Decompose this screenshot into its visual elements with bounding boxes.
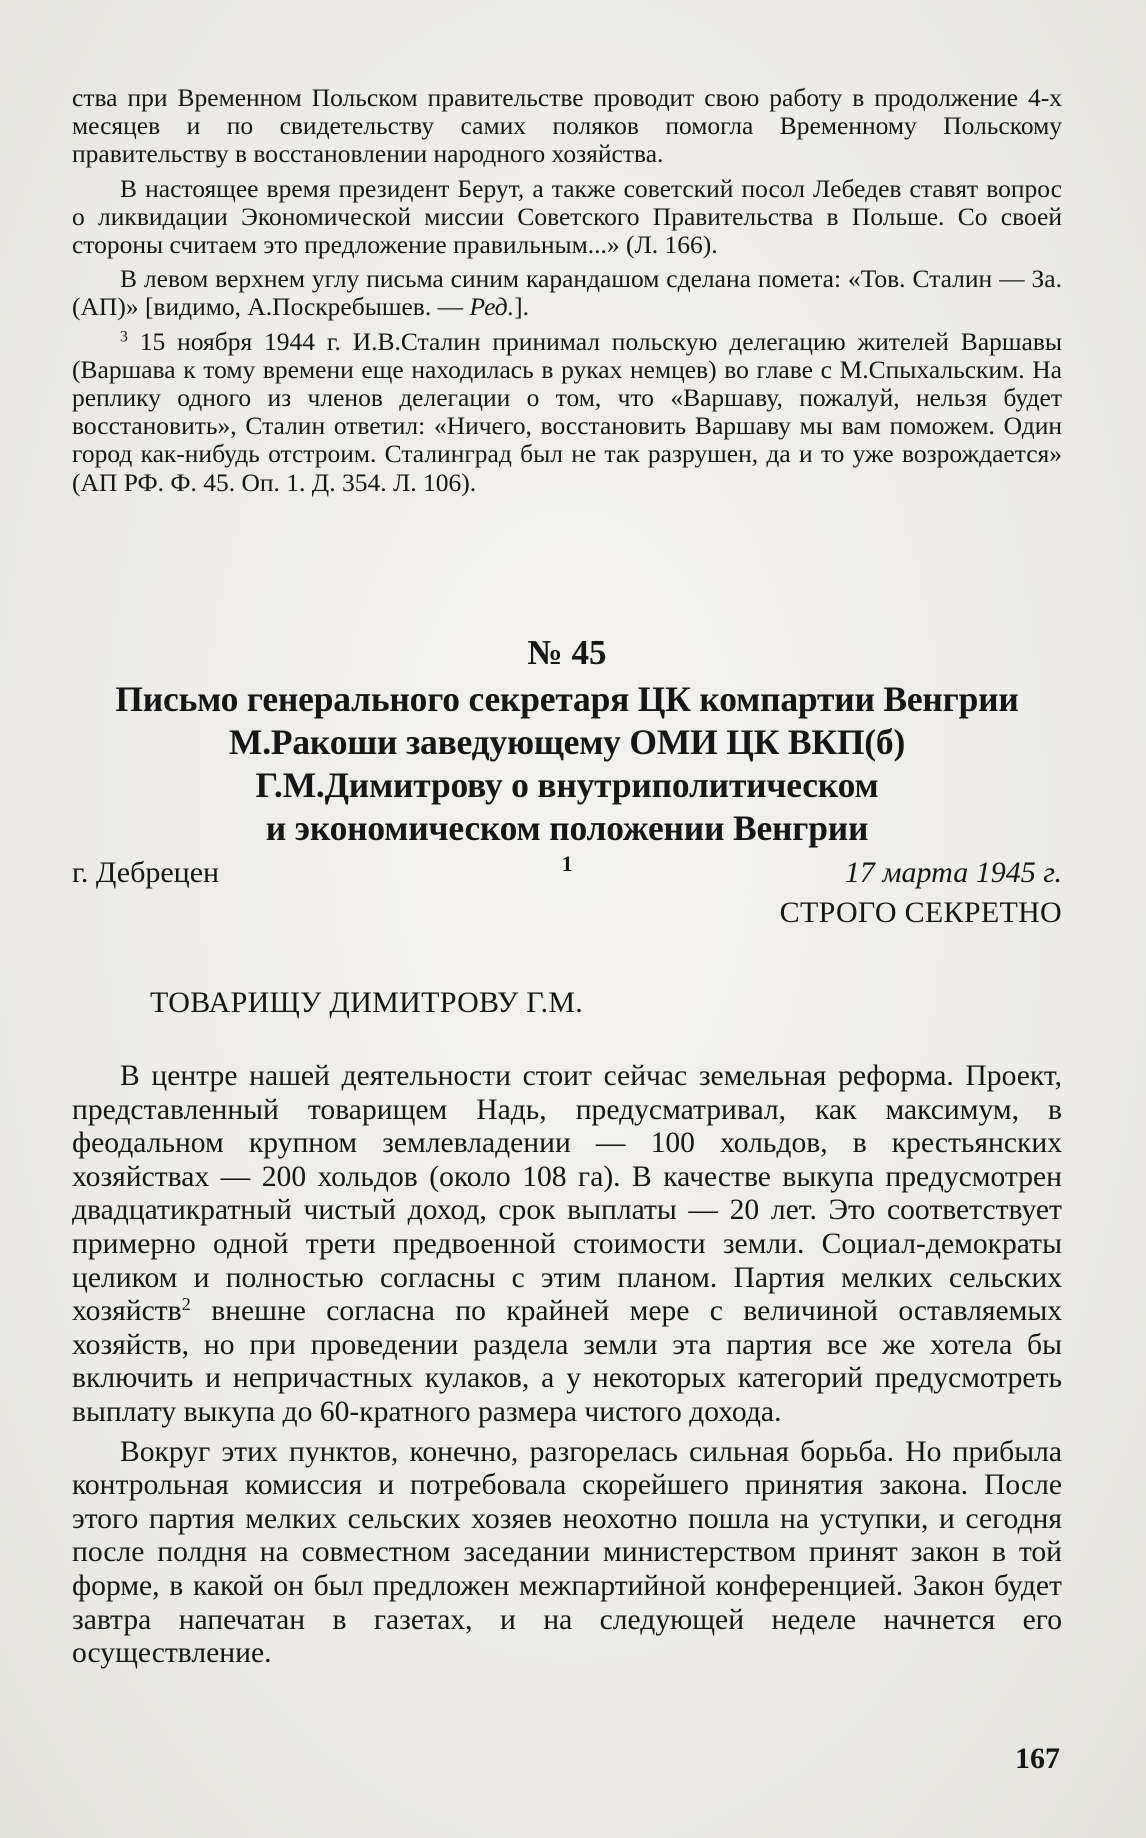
editor-abbreviation: Ред.	[469, 292, 515, 322]
title-line-2: М.Ракоши заведующему ОМИ ЦК ВКП(б)	[228, 722, 906, 762]
page-number: 167	[1015, 1742, 1060, 1775]
title-footnote-marker: 1	[561, 850, 573, 876]
body-footnote-2-marker: 2	[181, 1294, 191, 1315]
body-paragraph-1	[72, 1060, 1062, 1430]
classification-stamp: СТРОГО СЕКРЕТНО	[779, 896, 1062, 929]
body-paragraph-1-end: внешне согласна по крайней мере с величиной оставляемых хозяйств, но при проведении раздела земли эта партия все же хотела бы включить и непричастных кулаков, а у некоторых категорий предусмотреть выплату выкупа до 60-кратного размера чистого дохода.	[72, 1295, 1062, 1428]
title-line-4-text: и экономическом положении Венгрии	[265, 808, 869, 848]
footnote-note-end: ].	[514, 292, 529, 322]
document-number: № 45	[527, 633, 607, 672]
footnote-paragraph: В настоящее время президент Берут, а также советский посол Лебедев ставят вопрос о ликвидации Экономической миссии Советского Правительства в Польше. Со своей стороны считаем это предложение правильным...» (Л. 166).	[72, 173, 1062, 260]
footnote-3-text: 15 ноября 1944 г. И.В.Сталин принимал польскую делегацию жителей Варшавы (Варшава к тому времени еще находилась в руках немцев) во главе с М.Спыхальским. На реплику одного из членов делегации о том, что «Варшаву, пожалуй, нельзя будет восстановить», Сталин ответил: «Ничего, восстановить Варшаву мы вам поможем. Один город как-нибудь отстроим. Сталинград был не так разрушен, да и то уже возрождается» (АП РФ. Ф. 45. Оп. 1. Д. 354. Л. 106).	[72, 326, 1062, 497]
body-paragraph-1-start: В центре нашей деятельности стоит сейчас земельная реформа. Проект, представленный товарищем Надь, предусматривал, как максимум, в феодальном крупном землевладении — 100 хольдов, в крестьянских хозяйствах — 200 хольдов (около 108 га). В качестве выкупа предусмотрен двадцатикратный чистый доход, срок выплаты — 20 лет. Это соответствует примерно одной трети предвоенной стоимости земли. Социал-демократы целиком и полностью согласны с этим планом. Партия мелких сельских хозяйств	[72, 1060, 1062, 1328]
footnote-3-marker: 3	[120, 327, 128, 345]
document-place: г. Дебрецен	[72, 856, 220, 889]
footnote-3	[72, 328, 1062, 497]
footnote-note-text: В левом верхнем углу письма синим карандашом сделана помета: «Тов. Сталин — За. (АП)» [видимо, А.Поскребышев. —	[72, 264, 1062, 322]
document-heading	[72, 632, 1062, 893]
letter-body	[72, 1060, 1062, 1677]
addressee: ТОВАРИЩУ ДИМИТРОВУ Г.М.	[150, 986, 584, 1019]
footnotes-section	[72, 84, 1062, 503]
title-line-1: Письмо генерального секретаря ЦК компартии Венгрии	[115, 679, 1019, 719]
footnote-continuation: ства при Временном Польском правительстве проводит свою работу в продолжение 4-х месяцев и по свидетельству самих поляков помогла Временному Польскому правительству в восстановлении народного хозяйства.	[72, 83, 1062, 169]
document-meta	[72, 856, 1062, 929]
body-paragraph-2: Вокруг этих пунктов, конечно, разгорелась сильная борьба. Но прибыла контрольная комиссия и потребовала скорейшего принятия закона. После этого партия мелких сельских хозяев неохотно пошла на уступки, и сегодня после полдня на совместном заседании министерством принят закон в той форме, в какой он был предложен межпартийной конференцией. Закон будет завтра напечатан в газетах, и на следующей неделе начнется его осуществление.	[72, 1435, 1062, 1670]
footnote-note-paragraph	[72, 265, 1062, 321]
title-line-3: Г.М.Димитрову о внутриполитическом	[255, 765, 879, 805]
document-date: 17 марта 1945 г.	[844, 856, 1062, 889]
